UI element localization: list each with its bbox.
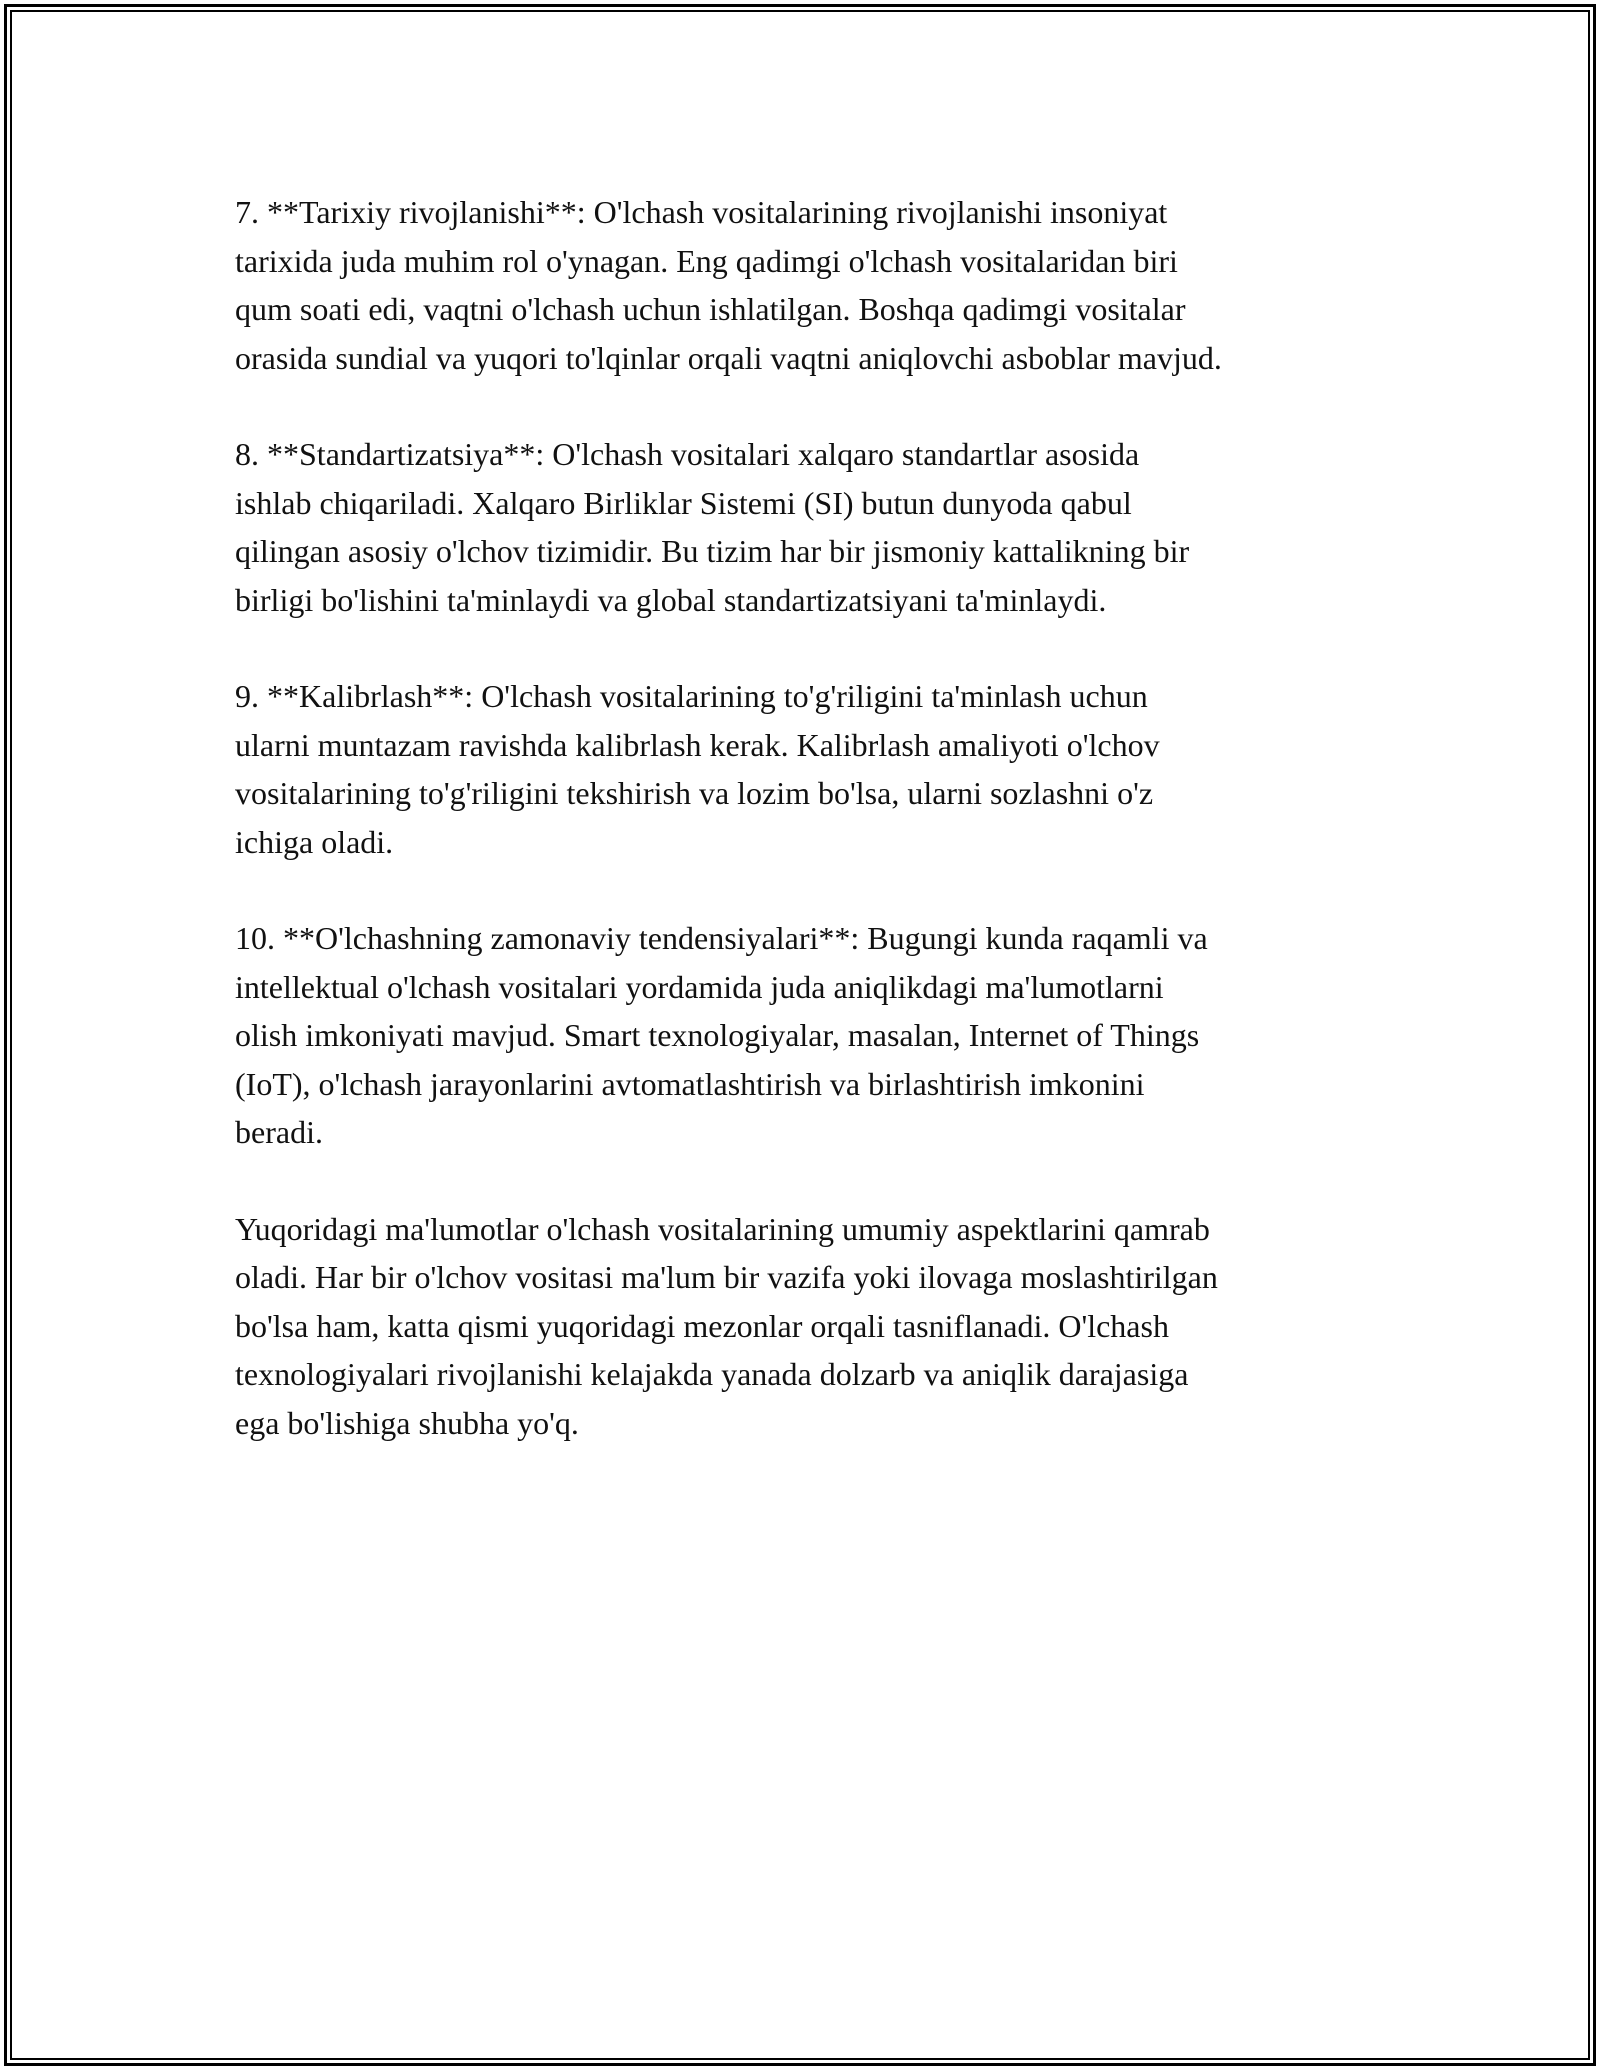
paragraph-tarixiy-rivojlanishi: 7. **Tarixiy rivojlanishi**: O'lchash vositalarining rivojlanishi insoniyat tarixida juda muhim rol o'ynagan. Eng qadimgi o'lchash vositalaridan biri qum soati edi, vaqtni o'lchash uchun ishlatilgan. Boshqa qadimgi vositalar orasida sundial va yuqori to'lqinlar orqali vaqtni aniqlovchi asboblar mavjud. xyxy=(235,194,1222,376)
paragraph-zamonaviy-tendensiyalar: 10. **O'lchashning zamonaviy tendensiyalari**: Bugungi kunda raqamli va intellektual o'lchash vositalari yordamida juda aniqlikdagi ma'lumotlarni olish imkoniyati mavjud. Smart texnologiyalar, masalan, Internet of Things (IoT), o'lchash jarayonlarini avtomatlashtirish va birlashtirish imkonini beradi. xyxy=(235,920,1208,1150)
paragraph-conclusion: Yuqoridagi ma'lumotlar o'lchash vositalarining umumiy aspektlarini qamrab oladi. Har bir o'lchov vositasi ma'lum bir vazifa yoki ilovaga moslashtirilgan bo'lsa ham, katta qismi yuqoridagi mezonlar orqali tasniflanadi. O'lchash texnologiyalari rivojlanishi kelajakda yanada dolzarb va aniqlik darajasiga ega bo'lishiga shubha yo'q. xyxy=(235,1210,1218,1441)
document-body xyxy=(235,188,1375,1495)
paragraph-kalibrlash: 9. **Kalibrlash**: O'lchash vositalarining to'g'riligini ta'minlash uchun ularni muntazam ravishda kalibrlash kerak. Kalibrlash amaliyoti o'lchov vositalarining to'g'riligini tekshirish va lozim bo'lsa, ularni sozlashni o'z ichiga oladi. xyxy=(235,678,1160,860)
paragraph-standartizatsiya: 8. **Standartizatsiya**: O'lchash vositalari xalqaro standartlar asosida ishlab chiqariladi. Xalqaro Birliklar Sistemi (SI) butun dunyoda qabul qilingan asosiy o'lchov tizimidir. Bu tizim har bir jismoniy kattalikning bir birligi bo'lishini ta'minlaydi va global standartizatsiyani ta'minlaydi. xyxy=(235,436,1190,618)
